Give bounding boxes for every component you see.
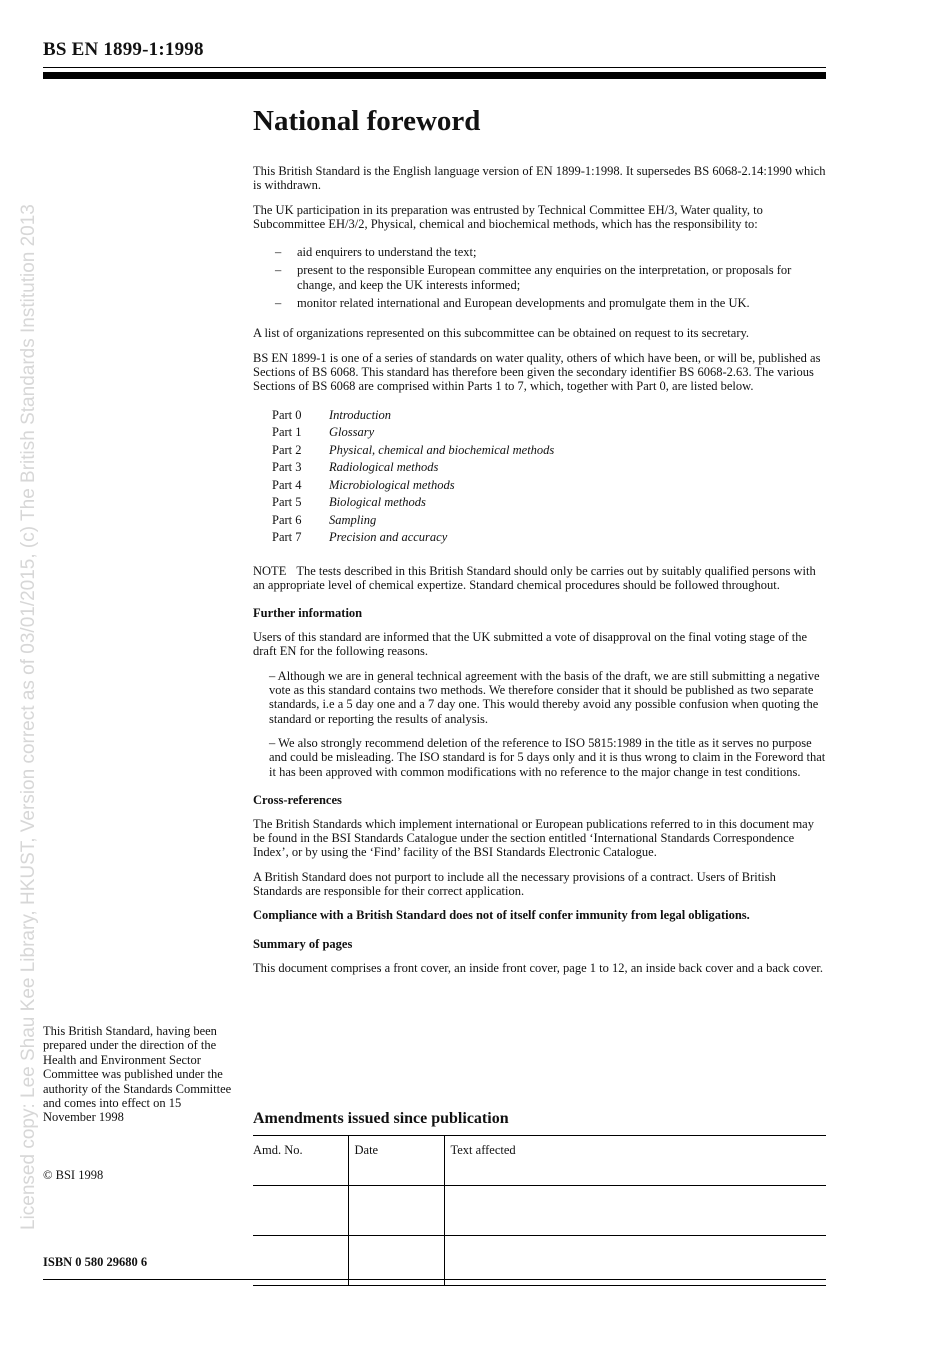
header-rule-thick xyxy=(43,72,826,79)
further-information-heading: Further information xyxy=(253,606,363,621)
table-cell xyxy=(444,1236,826,1286)
copyright: © BSI 1998 xyxy=(43,1168,104,1182)
contract-paragraph: A British Standard does not purport to include all the necessary provisions of a contract. Users of British Standards are responsible for their correct application. xyxy=(253,869,776,899)
table-cell xyxy=(253,1236,348,1286)
table-header-row xyxy=(253,1136,826,1186)
part-row: Part 1 Glossary xyxy=(272,425,375,440)
part-row: Part 5 Biological methods xyxy=(272,495,426,510)
intro-paragraph-2: The UK participation in its preparation was entrusted by Technical Committee EH/3, Water quality, to Subcommittee EH/3/2, Physical, chemical and biochemical methods, which has the responsibility to: xyxy=(253,202,763,231)
compliance-paragraph: Compliance with a British Standard does not of itself confer immunity from legal obligations. xyxy=(253,908,750,923)
table-row xyxy=(253,1186,826,1236)
disapproval-reason-2: – We also strongly recommend deletion of the reference to ISO 5815:1989 in the title as it serves no purpose and could be misleading. The ISO standard is for 5 days only and it is thus wrong to claim in the Foreword that it has been approved with common modifications with no reference to the major change in test conditions. xyxy=(269,735,826,779)
table-cell xyxy=(348,1186,444,1236)
standard-id: BS EN 1899-1:1998 xyxy=(43,39,204,60)
part-row: Part 4 Microbiological methods xyxy=(272,477,455,492)
further-information-paragraph: Users of this standard are informed that the UK submitted a vote of disapproval on the final voting stage of the draft EN for the following reasons. xyxy=(253,630,808,659)
license-watermark: Licensed copy: Lee Shau Kee Library, HKUST, Version correct as of 03/01/2015, (c) The British Standards Institution 2013 xyxy=(18,204,39,1230)
list-item: – present to the responsible European committee any enquiries on the interpretation, or proposals for change, and keep the UK interests informed; xyxy=(275,263,792,292)
amendments-table xyxy=(253,1135,826,1286)
series-paragraph: BS EN 1899-1 is one of a series of standards on water quality, others of which have been, or will be, published as Sections of BS 6068. This standard has therefore been given the secondary identifier BS 6068-2.63. The various Sections of BS 6068 are comprised within Parts 1 to 7, which, together with Part 0, are listed below. xyxy=(253,350,821,394)
publication-note: This British Standard, having been prepared under the direction of the Health and Environment Sector Committee was published under the authority of the Standards Committee and comes into effect on 15 November 1998 xyxy=(43,1024,232,1125)
part-row: Part 6 Sampling xyxy=(272,512,377,527)
summary-heading: Summary of pages xyxy=(253,936,353,951)
part-row: Part 7 Precision and accuracy xyxy=(272,530,448,545)
part-row: Part 0 Introduction xyxy=(272,407,392,422)
cross-references-paragraph: The British Standards which implement international or European publications referred to in this document may be found in the BSI Standards Catalogue under the section entitled ‘International Standards Correspondence Index’, or by using the ‘Find’ facility of the BSI Standards Electronic Catalogue. xyxy=(253,816,814,860)
part-row: Part 3 Radiological methods xyxy=(272,460,439,475)
note-paragraph: NOTE The tests described in this British Standard should only be carries out by suitably qualified persons with an appropriate level of chemical expertize. Standard chemical procedures should be followed throughout. xyxy=(253,563,816,592)
column-header-text-affected: Text affected xyxy=(444,1136,826,1186)
table-row xyxy=(253,1236,826,1286)
organizations-paragraph: A list of organizations represented on this subcommittee can be obtained on request to its secretary. xyxy=(253,326,750,341)
page-title: National foreword xyxy=(253,105,481,137)
column-header-amd-no: Amd. No. xyxy=(253,1136,348,1186)
table-cell xyxy=(348,1236,444,1286)
intro-paragraph-1: This British Standard is the English language version of EN 1899-1:1998. It supersedes BS 6068-2.14:1990 which is withdrawn. xyxy=(253,164,826,193)
column-header-date: Date xyxy=(348,1136,444,1186)
amendments-title: Amendments issued since publication xyxy=(253,1110,509,1127)
footer-rule xyxy=(43,1279,826,1280)
cross-references-heading: Cross-references xyxy=(253,792,342,807)
header-rule-thin xyxy=(43,67,826,68)
list-item: – aid enquirers to understand the text; xyxy=(275,245,477,260)
part-row: Part 2 Physical, chemical and biochemical methods xyxy=(272,442,555,457)
isbn: ISBN 0 580 29680 6 xyxy=(43,1255,148,1269)
table-cell xyxy=(253,1186,348,1236)
responsibilities-list xyxy=(253,245,828,310)
disapproval-reason-1: – Although we are in general technical agreement with the basis of the draft, we are still submitting a negative vote as this standard contains two methods. We therefore consider that it should be published as two separate standards, i.e a 5 day one and a 7 day one. This would thereby avoid any possible confusion when quoting the standard or reporting the results of analysis. xyxy=(269,668,820,726)
summary-paragraph: This document comprises a front cover, an inside front cover, page 1 to 12, an inside back cover and a back cover. xyxy=(253,960,823,975)
table-cell xyxy=(444,1186,826,1236)
parts-list xyxy=(272,408,828,548)
national-foreword-body xyxy=(253,104,828,985)
list-item: – monitor related international and European developments and promulgate them in the UK. xyxy=(275,296,750,311)
